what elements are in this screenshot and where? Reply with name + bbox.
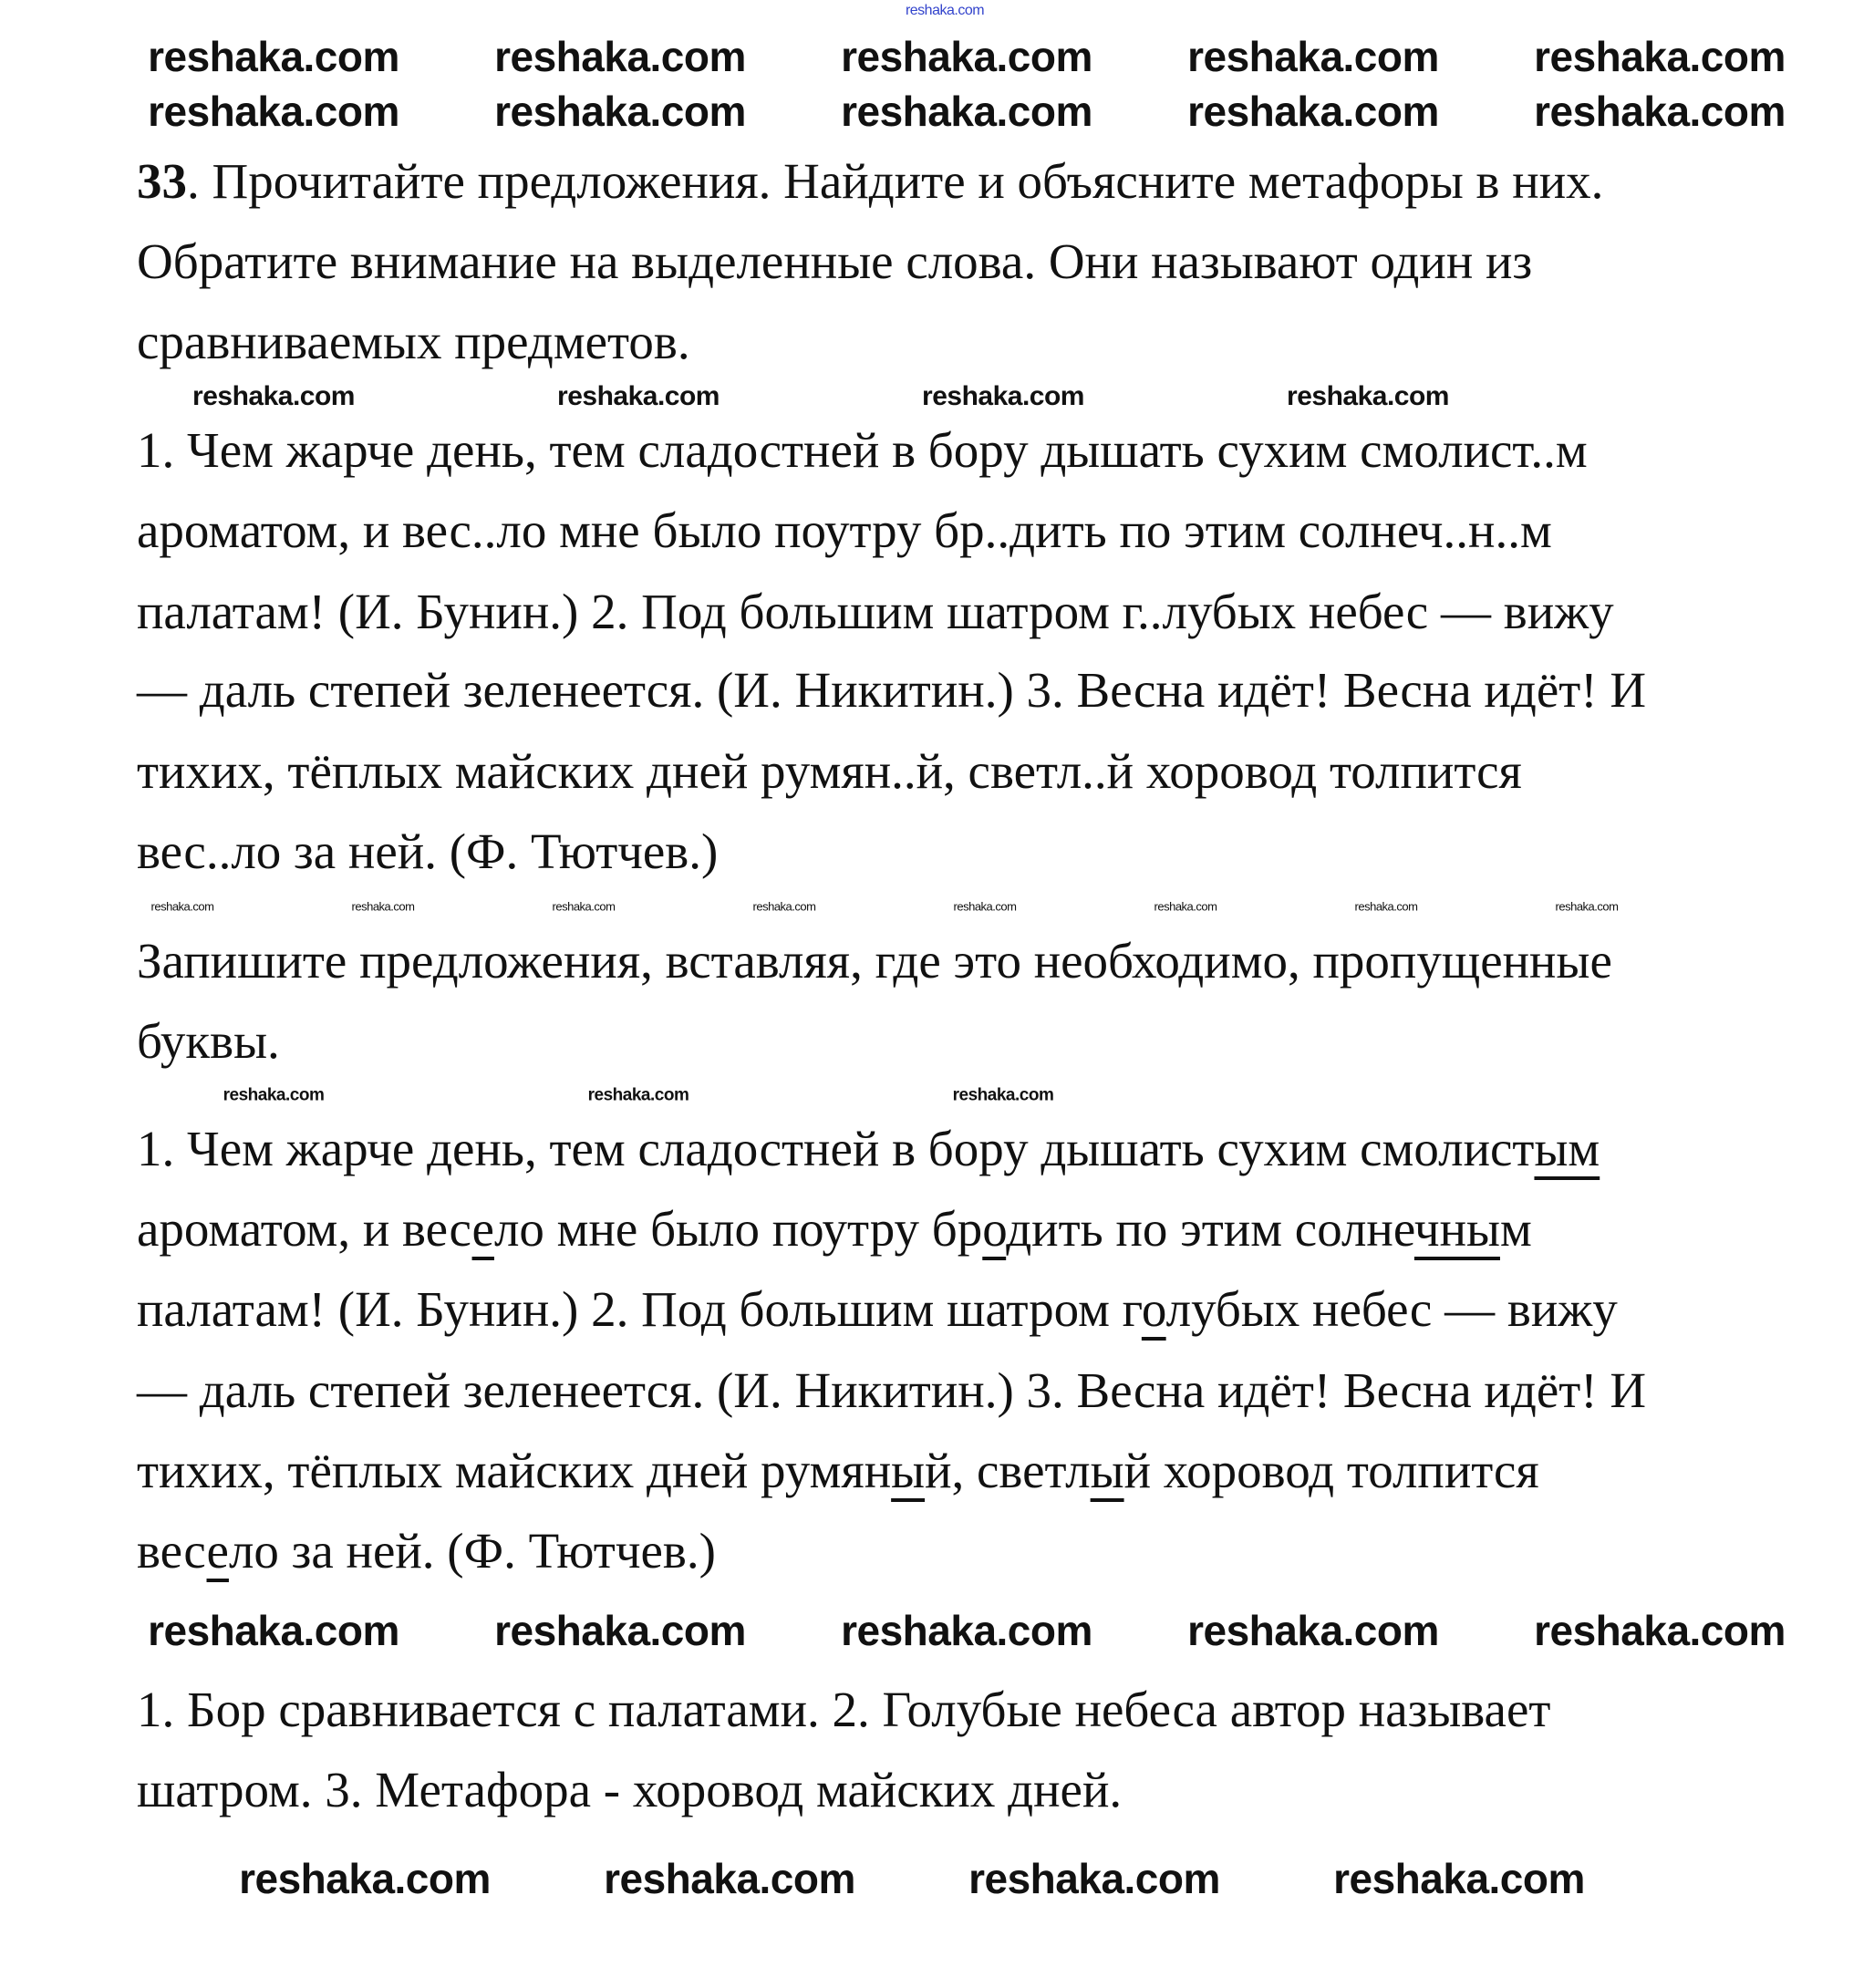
- watermark: reshaka.com: [968, 1855, 1220, 1902]
- inserted-letters: о: [982, 1201, 1007, 1257]
- instruction-line: буквы.: [137, 1013, 280, 1069]
- watermark: reshaka.com: [1154, 899, 1217, 914]
- inserted-letters: е: [206, 1523, 229, 1579]
- watermark: reshaka.com: [148, 88, 399, 135]
- watermark: reshaka.com: [223, 1085, 325, 1105]
- answer-line: [137, 1200, 1532, 1258]
- watermark: reshaka.com: [1187, 33, 1439, 80]
- inserted-letters: е: [471, 1201, 494, 1257]
- watermark: reshaka.com: [1534, 33, 1786, 80]
- task-number: 33: [137, 153, 187, 209]
- explanation-line: шатром. 3. Метафора - хоровод майских дней.: [137, 1762, 1123, 1817]
- text: ло за ней. (Ф. Тютчев.): [228, 1523, 716, 1579]
- explanation-line: 1. Бор сравнивается с палатами. 2. Голубые небеса автор называет: [137, 1682, 1551, 1737]
- answer-line: [137, 1442, 1539, 1500]
- watermark: reshaka.com: [604, 1855, 855, 1902]
- exercise-line: 1. Чем жарче день, тем сладостней в бору дышать сухим смолист..м: [137, 422, 1588, 478]
- exercise-line: тихих, тёплых майских дней румян..й, светл..й хоровод толпится: [137, 743, 1522, 799]
- watermark: reshaka.com: [552, 899, 616, 914]
- inserted-letters: ым: [1534, 1121, 1600, 1176]
- watermark: reshaka.com: [922, 381, 1084, 411]
- watermark: reshaka.com: [841, 1607, 1092, 1654]
- text: тихих, тёплых майских дней румян: [137, 1443, 892, 1498]
- watermark: reshaka.com: [905, 3, 985, 18]
- task-line: Обратите внимание на выделенные слова. Они называют один из: [137, 233, 1533, 289]
- instruction-line: Запишите предложения, вставляя, где это необходимо, пропущенные: [137, 933, 1612, 989]
- text: вес: [137, 1523, 207, 1579]
- exercise-line: палатам! (И. Бунин.) 2. Под большим шатром г..лубых небес — вижу: [137, 584, 1614, 639]
- inserted-letters: о: [1141, 1281, 1166, 1337]
- inserted-letters: чны: [1413, 1201, 1500, 1257]
- watermark: reshaka.com: [841, 33, 1092, 80]
- watermark: reshaka.com: [1555, 899, 1619, 914]
- watermark: reshaka.com: [494, 33, 746, 80]
- text: ароматом, и вес: [137, 1201, 472, 1257]
- exercise-line: вес..ло за ней. (Ф. Тютчев.): [137, 823, 719, 879]
- watermark: reshaka.com: [1354, 899, 1418, 914]
- watermark: reshaka.com: [1187, 88, 1439, 135]
- watermark: reshaka.com: [557, 381, 720, 411]
- watermark: reshaka.com: [841, 88, 1092, 135]
- answer-line: [137, 1120, 1600, 1178]
- watermark: reshaka.com: [148, 33, 399, 80]
- text: й хоровод толпится: [1123, 1443, 1539, 1498]
- answer-line: [137, 1280, 1618, 1339]
- task-line: [137, 152, 1603, 211]
- inserted-letters: ы: [891, 1443, 926, 1498]
- inserted-letters: ы: [1090, 1443, 1124, 1498]
- watermark: reshaka.com: [494, 88, 746, 135]
- watermark: reshaka.com: [1534, 1607, 1786, 1654]
- task-text: . Прочитайте предложения. Найдите и объясните метафоры в них.: [187, 153, 1604, 209]
- text: й, светл: [925, 1443, 1091, 1498]
- watermark: reshaka.com: [752, 899, 816, 914]
- watermark: reshaka.com: [587, 1085, 689, 1105]
- watermark: reshaka.com: [192, 381, 355, 411]
- watermark: reshaka.com: [351, 899, 415, 914]
- answer-line: — даль степей зеленеется. (И. Никитин.) 3. Весна идёт! Весна идёт! И: [137, 1362, 1647, 1418]
- answer-line: [137, 1522, 716, 1580]
- watermark: reshaka.com: [494, 1607, 746, 1654]
- exercise-line: ароматом, и вес..ло мне было поутру бр..дить по этим солнеч..н..м: [137, 502, 1552, 558]
- watermark: reshaka.com: [148, 1607, 399, 1654]
- watermark: reshaka.com: [1287, 381, 1449, 411]
- text: лубых небес — вижу: [1165, 1281, 1618, 1337]
- watermark: reshaka.com: [1333, 1855, 1585, 1902]
- text: 1. Чем жарче день, тем сладостней в бору дышать сухим смолист: [137, 1121, 1535, 1176]
- watermark: reshaka.com: [150, 899, 214, 914]
- watermark: reshaka.com: [239, 1855, 491, 1902]
- watermark: reshaka.com: [1187, 1607, 1439, 1654]
- text: палатам! (И. Бунин.) 2. Под большим шатром г: [137, 1281, 1142, 1337]
- text: ло мне было поутру бр: [493, 1201, 983, 1257]
- watermark: reshaka.com: [953, 899, 1017, 914]
- watermark: reshaka.com: [952, 1085, 1054, 1105]
- exercise-line: — даль степей зеленеется. (И. Никитин.) 3. Весна идёт! Весна идёт! И: [137, 662, 1647, 718]
- text: м: [1499, 1201, 1532, 1257]
- text: дить по этим солне: [1006, 1201, 1414, 1257]
- task-line: сравниваемых предметов.: [137, 314, 690, 369]
- watermark: reshaka.com: [1534, 88, 1786, 135]
